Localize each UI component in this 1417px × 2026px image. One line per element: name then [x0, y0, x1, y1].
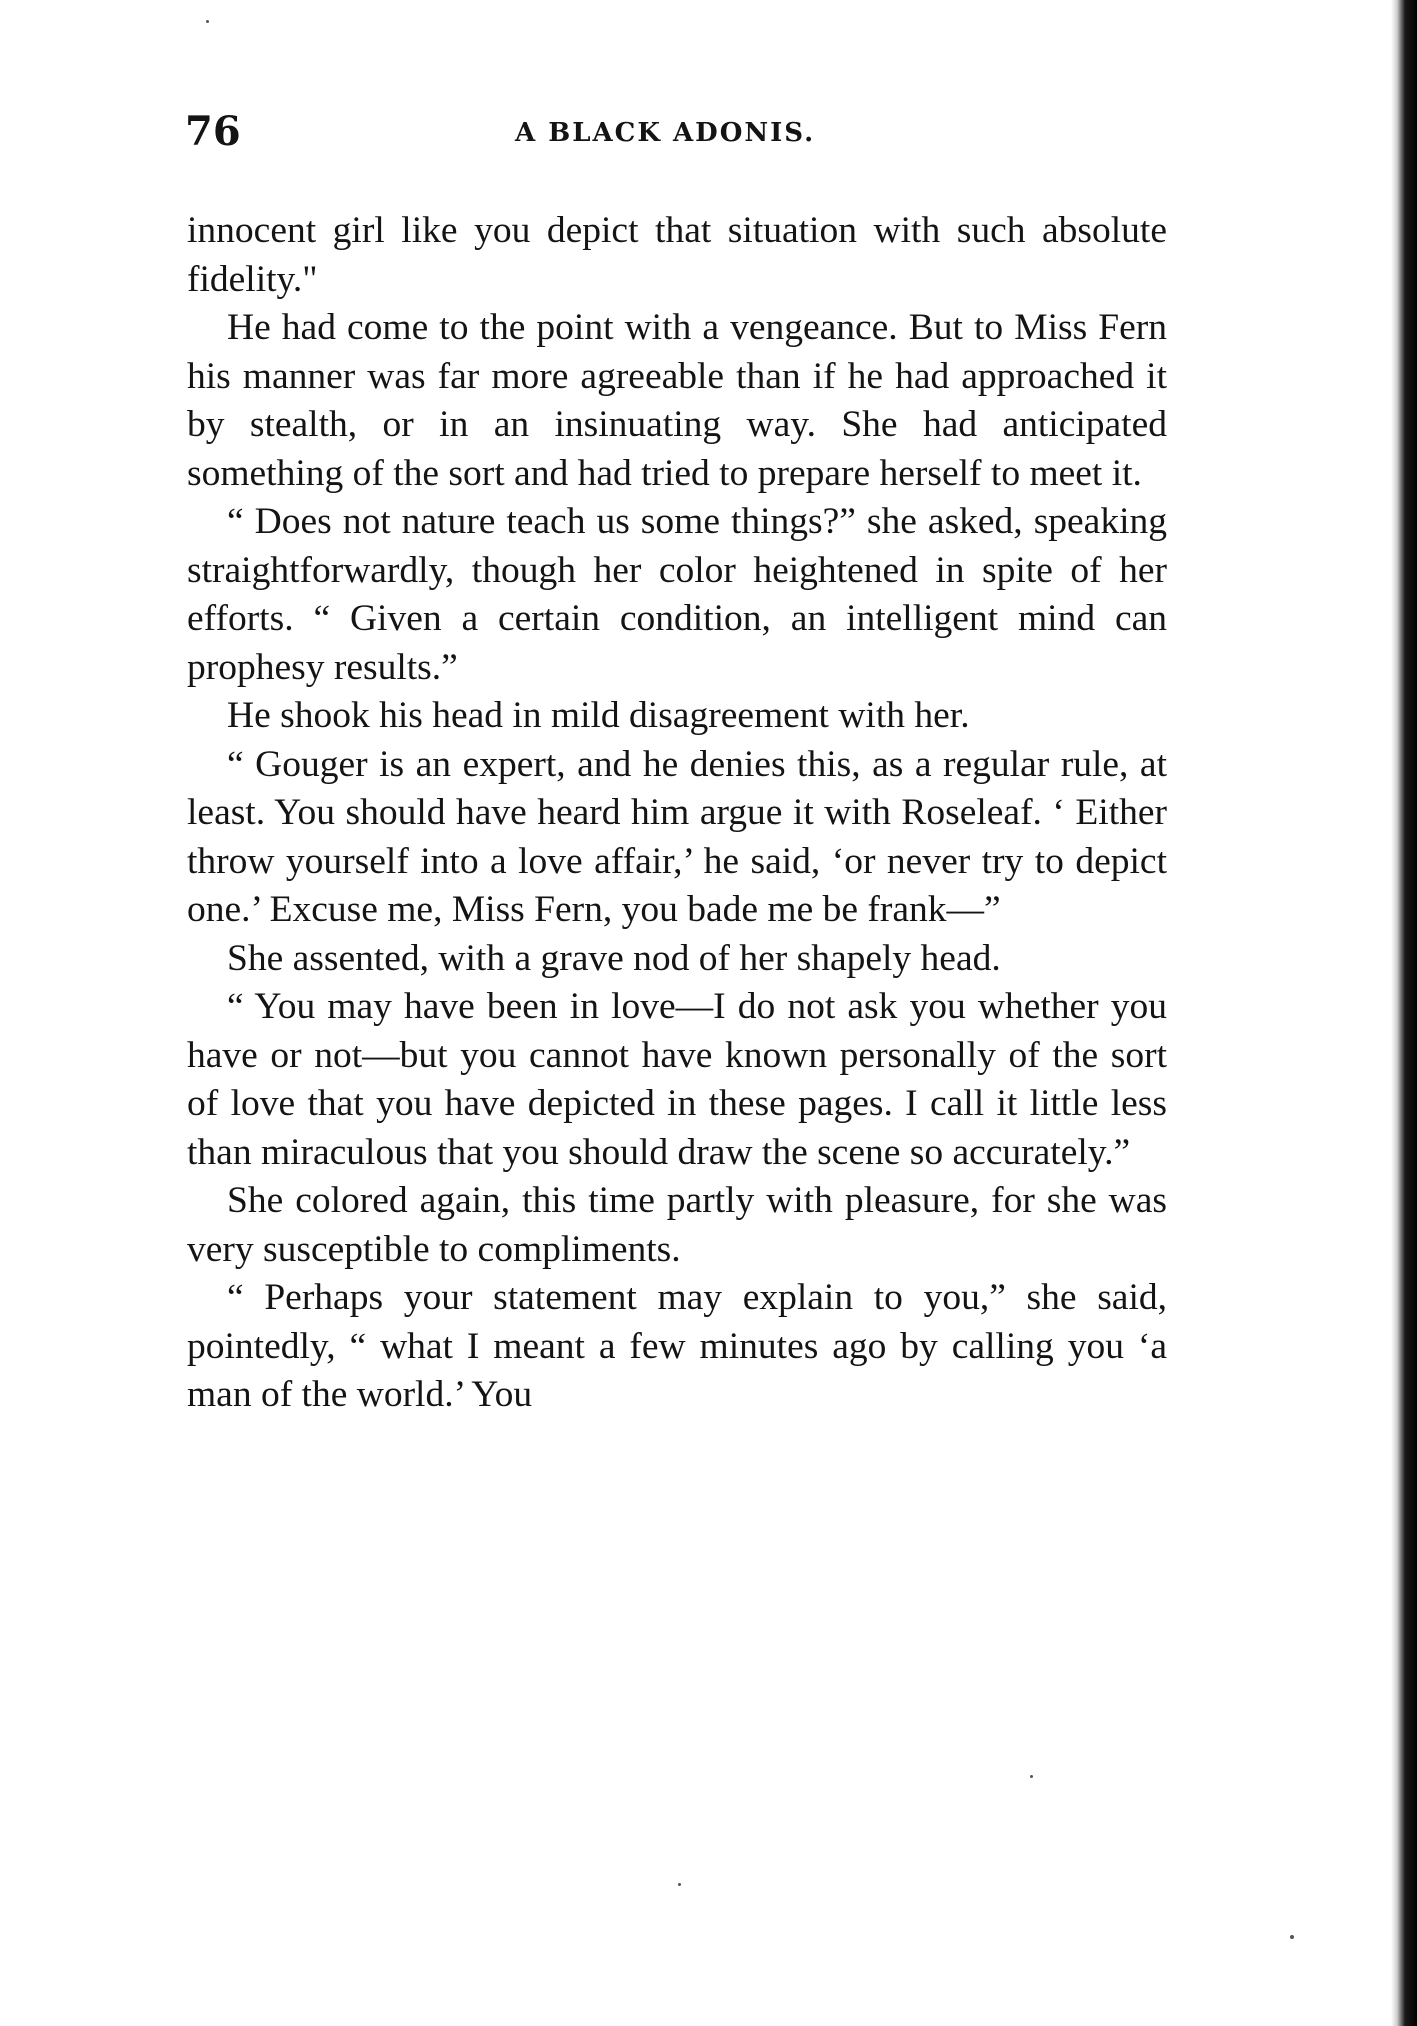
running-title: A BLACK ADONIS. [515, 118, 816, 148]
body-text [187, 207, 1167, 1420]
paragraph: “ You may have been in love—I do not ask you whether you have or not—but you cannot have known personally of the sort of love that you have depicted in these pages. I call it little less than miraculous that you should draw the scene so accurately.” [187, 986, 1167, 1173]
scan-speck [206, 20, 209, 23]
paragraph: She assented, with a grave nod of her shapely head. [227, 937, 1001, 979]
paragraph: She colored again, this time partly with pleasure, for she was very susceptible to compliments. [187, 1180, 1167, 1270]
scan-speck [1030, 1775, 1033, 1778]
page-number: 76 [185, 108, 241, 155]
paragraph: “ Gouger is an expert, and he denies this, as a regular rule, at least. You should have heard him argue it with Roseleaf. ‘ Either throw yourself into a love affair,’ he said, ‘or never try to depict one.’ Excuse me, Miss Fern, you bade me be frank—” [187, 743, 1167, 930]
paragraph: He had come to the point with a vengeance. But to Miss Fern his manner was far more agreeable than if he had approached it by stealth, or in an insinuating way. She had anticipated something of the sort and had tried to prepare herself to meet it. [187, 307, 1167, 494]
running-head [185, 102, 1175, 162]
paragraph: “ Perhaps your statement may explain to you,” she said, pointedly, “ what I meant a few minutes ago by calling you ‘a man of the world.’ You [187, 1277, 1167, 1415]
paragraph: innocent girl like you depict that situation with such absolute fidelity." [187, 210, 1167, 300]
paragraph: “ Does not nature teach us some things?” she asked, speaking straightforwardly, though her color heightened in spite of her efforts. “ Given a certain condition, an intelligent mind can prophesy results.” [187, 501, 1167, 688]
scan-speck [1290, 1935, 1294, 1939]
page-binding-edge [1391, 0, 1417, 2026]
paragraph: He shook his head in mild disagreement with her. [227, 695, 970, 736]
scan-speck [678, 1883, 681, 1886]
